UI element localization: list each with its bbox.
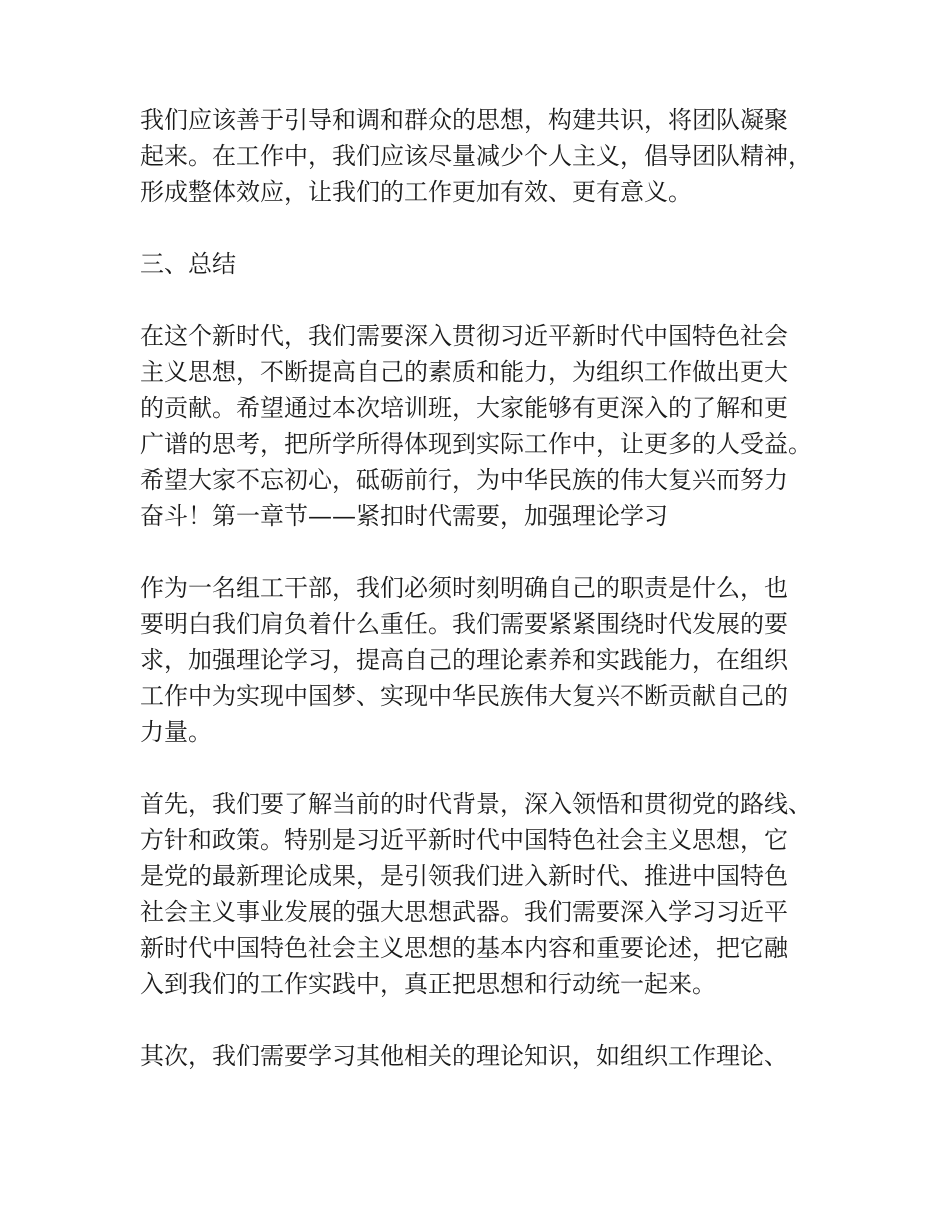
text-line: 的贡献。希望通过本次培训班，大家能够有更深入的了解和更	[140, 394, 788, 422]
paragraph	[140, 786, 820, 1002]
heading-text: 三、总结	[140, 250, 236, 278]
text-line: 起来。在工作中，我们应该尽量减少个人主义，倡导团队精神，	[140, 142, 812, 170]
text-line: 是党的最新理论成果，是引领我们进入新时代、推进中国特色	[140, 862, 788, 890]
paragraph	[140, 570, 820, 750]
text-line: 形成整体效应，让我们的工作更加有效、更有意义。	[140, 178, 692, 206]
text-line: 力量。	[140, 718, 212, 746]
text-line: 要明白我们肩负着什么重任。我们需要紧紧围绕时代发展的要	[140, 610, 788, 638]
text-line: 入到我们的工作实践中，真正把思想和行动统一起来。	[140, 970, 716, 998]
text-line: 首先，我们要了解当前的时代背景，深入领悟和贯彻党的路线、	[140, 790, 812, 818]
text-line: 作为一名组工干部，我们必须时刻明确自己的职责是什么，也	[140, 574, 788, 602]
paragraph	[140, 1038, 820, 1074]
text-line: 我们应该善于引导和调和群众的思想，构建共识，将团队凝聚	[140, 106, 788, 134]
text-line: 工作中为实现中国梦、实现中华民族伟大复兴不断贡献自己的	[140, 682, 788, 710]
document-body	[140, 102, 820, 1110]
paragraph	[140, 102, 820, 210]
text-line: 求，加强理论学习，提高自己的理论素养和实践能力，在组织	[140, 646, 788, 674]
text-line: 新时代中国特色社会主义思想的基本内容和重要论述，把它融	[140, 934, 788, 962]
text-line: 广谱的思考，把所学所得体现到实际工作中，让更多的人受益。	[140, 430, 812, 458]
paragraph	[140, 318, 820, 534]
text-line: 方针和政策。特别是习近平新时代中国特色社会主义思想，它	[140, 826, 788, 854]
text-line: 希望大家不忘初心，砥砺前行，为中华民族的伟大复兴而努力	[140, 466, 788, 494]
section-heading	[140, 246, 820, 282]
text-line: 奋斗！第一章节——紧扣时代需要，加强理论学习	[140, 502, 668, 530]
text-line: 社会主义事业发展的强大思想武器。我们需要深入学习习近平	[140, 898, 788, 926]
text-line: 在这个新时代，我们需要深入贯彻习近平新时代中国特色社会	[140, 322, 788, 350]
text-line: 主义思想，不断提高自己的素质和能力，为组织工作做出更大	[140, 358, 788, 386]
text-line: 其次，我们需要学习其他相关的理论知识，如组织工作理论、	[140, 1042, 788, 1070]
